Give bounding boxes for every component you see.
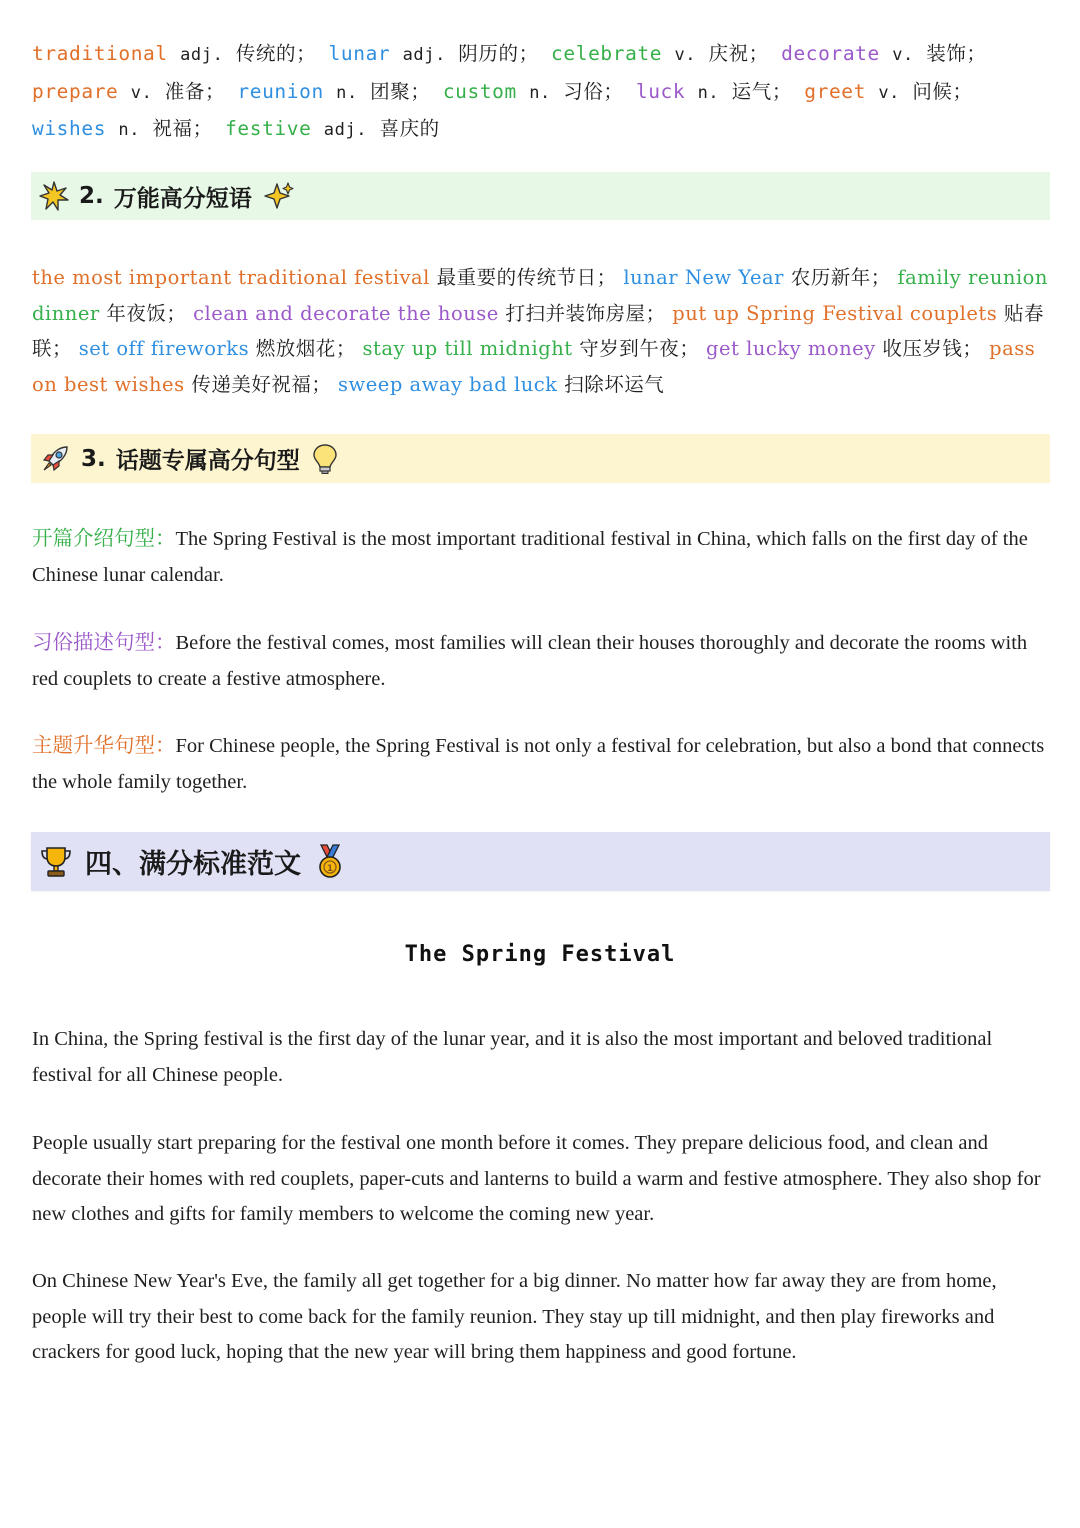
phrase-meaning: 最重要的传统节日 <box>436 266 597 289</box>
phrase-term: put up Spring Festival couplets <box>672 301 998 325</box>
phrase-separator: ； <box>335 337 356 360</box>
vocab-separator: ； <box>192 117 213 140</box>
vocab-term: greet <box>804 79 866 103</box>
section-4-title: 四、满分标准范文 <box>85 849 301 880</box>
vocab-meaning: 庆祝 <box>708 42 749 65</box>
vocab-pos: adj. <box>180 45 224 65</box>
phrase-term: clean and decorate the house <box>193 301 499 325</box>
sentence-text: For Chinese people, the Spring Festival is not only a festival for celebration, but also a bond that connects the whole family together. <box>32 735 1045 793</box>
vocab-meaning: 习俗 <box>563 79 604 103</box>
vocab-separator: ； <box>603 79 624 103</box>
vocab-term: prepare <box>32 79 119 103</box>
sentence-label: 习俗描述句型： <box>32 630 176 654</box>
sentence-label: 开篇介绍句型： <box>32 526 176 550</box>
vocab-term: luck <box>635 79 686 103</box>
section-2-number: 2. <box>79 183 104 209</box>
vocab-separator: ； <box>748 42 769 65</box>
vocab-meaning: 问候 <box>912 79 953 103</box>
phrase-separator: ； <box>52 337 73 360</box>
vocab-meaning: 传统的 <box>235 42 297 65</box>
vocab-separator: ； <box>771 79 792 103</box>
vocab-pos: n. <box>697 82 720 103</box>
phrase-term: lunar New Year <box>623 266 784 289</box>
section-header-model-essay <box>31 832 1050 891</box>
sentence-pattern-custom <box>32 625 1050 697</box>
phrase-term: family reunion dinner <box>32 266 1048 325</box>
phrase-list <box>32 260 1050 402</box>
phrase-term: stay up till midnight <box>362 337 573 360</box>
vocab-term: lunar <box>328 42 391 65</box>
phrase-meaning: 燃放烟花 <box>255 337 336 360</box>
vocab-separator: ； <box>296 42 317 65</box>
sparkle-burst-icon <box>39 181 69 211</box>
phrase-separator: ； <box>645 301 666 325</box>
vocab-pos: v. <box>892 45 914 65</box>
vocab-meaning: 阴历的 <box>458 42 519 65</box>
phrase-meaning: 农历新年 <box>790 266 871 289</box>
sentence-pattern-theme <box>32 728 1050 800</box>
phrase-meaning: 收压岁钱 <box>882 337 963 360</box>
phrase-meaning: 年夜饭 <box>106 301 167 325</box>
phrase-separator: ； <box>311 372 332 396</box>
essay-title: The Spring Festival <box>404 942 676 967</box>
lightbulb-icon <box>312 443 338 475</box>
sentence-text: The Spring Festival is the most important traditional festival in China, which falls on the first day of the Chinese lunar calendar. <box>32 528 1028 586</box>
vocab-meaning: 运气 <box>731 79 772 103</box>
vocab-term: traditional <box>32 42 168 65</box>
phrase-separator: ； <box>596 266 617 289</box>
phrase-separator: ； <box>962 337 983 360</box>
sentence-text: Before the festival comes, most families will clean their houses thoroughly and decorate the rooms with red couplets to create a festive atmosphere. <box>32 632 1028 690</box>
vocab-pos: n. <box>118 120 141 140</box>
phrase-term: get lucky money <box>706 337 876 360</box>
essay-paragraph: People usually start preparing for the festival one month before it comes. They prepare delicious food, and clean and decorate their homes with red couplets, paper-cuts and lanterns to build a warm and festive atmosphere. They also shop for new clothes and gifts for family members to welcome the coming new year. <box>32 1132 1041 1225</box>
essay-paragraph: On Chinese New Year's Eve, the family all get together for a big dinner. No matter how far away they are from home, people will try their best to come back for the family reunion. They stay up till midnight, and then play fireworks and crackers for good luck, hoping that the new year will bring them happiness and good fortune. <box>32 1270 997 1363</box>
phrase-separator: ； <box>166 301 187 325</box>
vocab-meaning: 祝福 <box>152 117 193 140</box>
vocab-meaning: 喜庆的 <box>379 117 440 140</box>
vocab-pos: v. <box>878 82 900 103</box>
vocab-term: decorate <box>781 42 880 65</box>
phrase-term: sweep away bad luck <box>338 372 558 396</box>
vocab-separator: ； <box>518 42 539 65</box>
phrase-meaning: 打扫并装饰房屋 <box>505 301 646 325</box>
vocab-pos: v. <box>130 82 153 103</box>
phrase-meaning: 守岁到午夜 <box>579 337 680 360</box>
svg-text:1: 1 <box>326 863 334 874</box>
sentence-label: 主题升华句型： <box>32 733 176 757</box>
sparkles-icon <box>264 181 294 211</box>
vocab-pos: adj. <box>323 120 368 140</box>
trophy-icon <box>39 845 73 879</box>
vocab-separator: ； <box>410 79 431 103</box>
vocab-meaning: 准备 <box>164 79 205 103</box>
section-header-phrases <box>31 172 1050 220</box>
phrase-term: the most important traditional festival <box>32 266 430 289</box>
rocket-icon <box>39 443 71 475</box>
section-3-number: 3. <box>81 445 106 472</box>
vocab-term: wishes <box>32 117 107 140</box>
section-3-title: 话题专属高分句型 <box>115 448 300 474</box>
vocab-pos: adj. <box>402 45 446 65</box>
essay-paragraph: In China, the Spring festival is the first day of the lunar year, and it is also the most important and beloved traditional festival for all Chinese people. <box>32 1028 993 1086</box>
phrase-term: pass on best wishes <box>32 337 1036 396</box>
vocab-term: celebrate <box>551 42 663 65</box>
phrase-meaning: 扫除坏运气 <box>564 372 665 396</box>
phrase-term: set off fireworks <box>78 337 250 360</box>
vocab-meaning: 装饰 <box>926 42 967 65</box>
vocabulary-list <box>32 36 1050 149</box>
phrase-separator: ； <box>679 337 700 360</box>
vocab-separator: ； <box>952 79 973 103</box>
vocab-meaning: 团聚 <box>370 79 411 103</box>
sentence-pattern-opening <box>32 521 1050 593</box>
vocab-separator: ； <box>966 42 987 65</box>
section-header-sentences <box>31 434 1050 483</box>
section-2-title: 万能高分短语 <box>113 185 252 212</box>
phrase-meaning: 贴春联 <box>32 301 1044 360</box>
vocab-pos: n. <box>529 82 551 103</box>
vocab-term: festive <box>225 117 312 140</box>
phrase-meaning: 传递美好祝福 <box>191 372 312 396</box>
vocab-term: reunion <box>237 79 324 103</box>
medal-icon <box>315 844 345 880</box>
vocab-pos: v. <box>674 45 697 65</box>
vocab-pos: n. <box>336 82 358 103</box>
vocab-term: custom <box>442 79 517 103</box>
vocab-separator: ； <box>204 79 226 103</box>
phrase-separator: ； <box>870 266 891 289</box>
